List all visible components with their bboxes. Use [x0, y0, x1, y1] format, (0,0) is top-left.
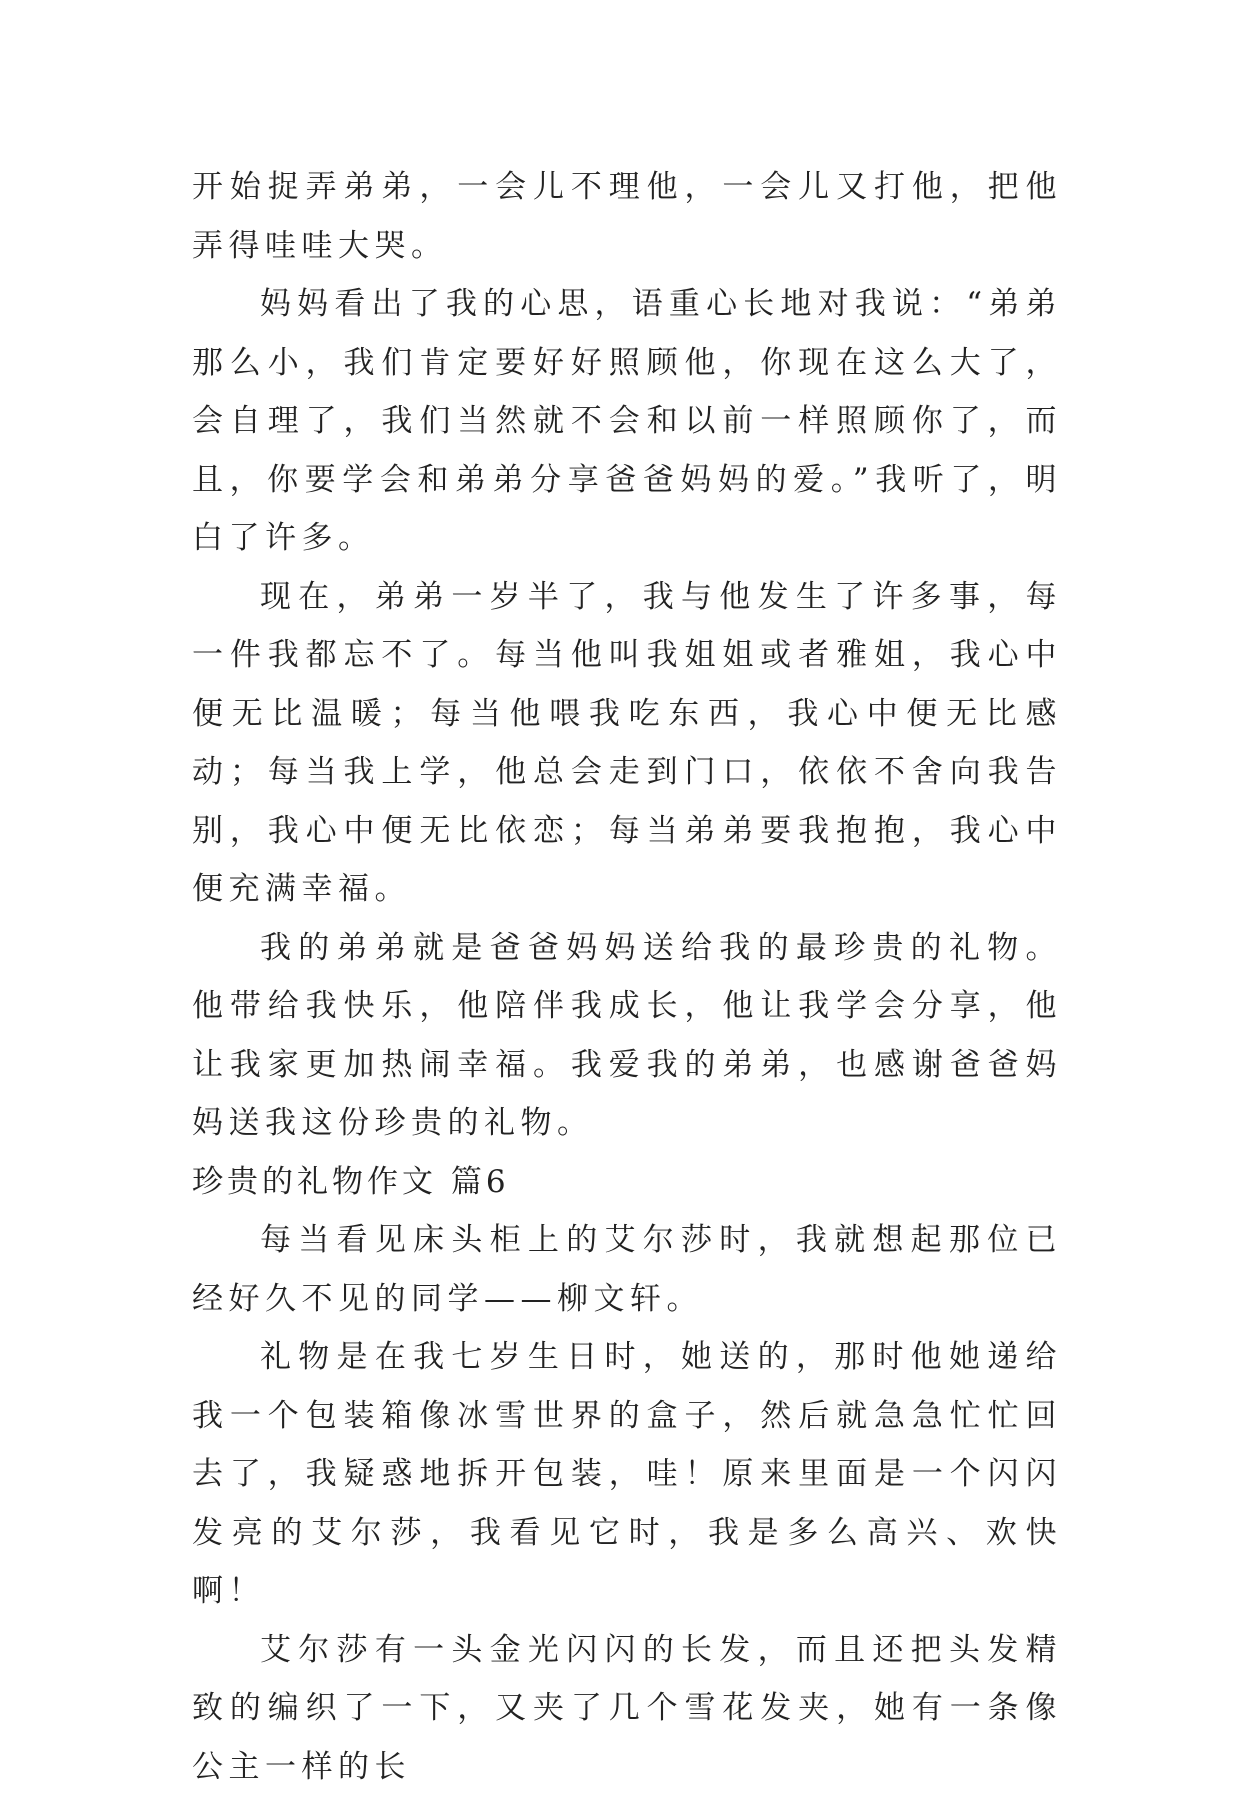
- paragraph: 礼物是在我七岁生日时，她送的，那时他她递给我一个包装箱像冰雪世界的盒子，然后就急急忙忙回去了，我疑惑地拆开包装，哇！原来里面是一个闪闪发亮的艾尔莎，我看见它时，我是多么高兴、欢快啊！: [192, 1328, 1062, 1621]
- paragraph: 现在，弟弟一岁半了，我与他发生了许多事，每一件我都忘不了。每当他叫我姐姐或者雅姐，我心中便无比温暖；每当他喂我吃东西，我心中便无比感动；每当我上学，他总会走到门口，依依不舍向我告别，我心中便无比依恋；每当弟弟要我抱抱，我心中便充满幸福。: [192, 568, 1062, 919]
- paragraph: 妈妈看出了我的心思，语重心长地对我说：“弟弟那么小，我们肯定要好好照顾他，你现在这么大了，会自理了，我们当然就不会和以前一样照顾你了，而且，你要学会和弟弟分享爸爸妈妈的爱。”我听了，明白了许多。: [192, 275, 1062, 568]
- paragraph: 开始捉弄弟弟，一会儿不理他，一会儿又打他，把他弄得哇哇大哭。: [192, 158, 1062, 275]
- paragraph: 我的弟弟就是爸爸妈妈送给我的最珍贵的礼物。他带给我快乐，他陪伴我成长，他让我学会分享，他让我家更加热闹幸福。我爱我的弟弟，也感谢爸爸妈妈送我这份珍贵的礼物。: [192, 919, 1062, 1153]
- document-body: [192, 158, 1062, 1796]
- section-heading: 珍贵的礼物作文 篇6: [192, 1153, 1062, 1212]
- paragraph: 艾尔莎有一头金光闪闪的长发，而且还把头发精致的编织了一下，又夹了几个雪花发夹，她有一条像公主一样的长: [192, 1621, 1062, 1796]
- paragraph: 每当看见床头柜上的艾尔莎时，我就想起那位已经好久不见的同学——柳文轩。: [192, 1211, 1062, 1328]
